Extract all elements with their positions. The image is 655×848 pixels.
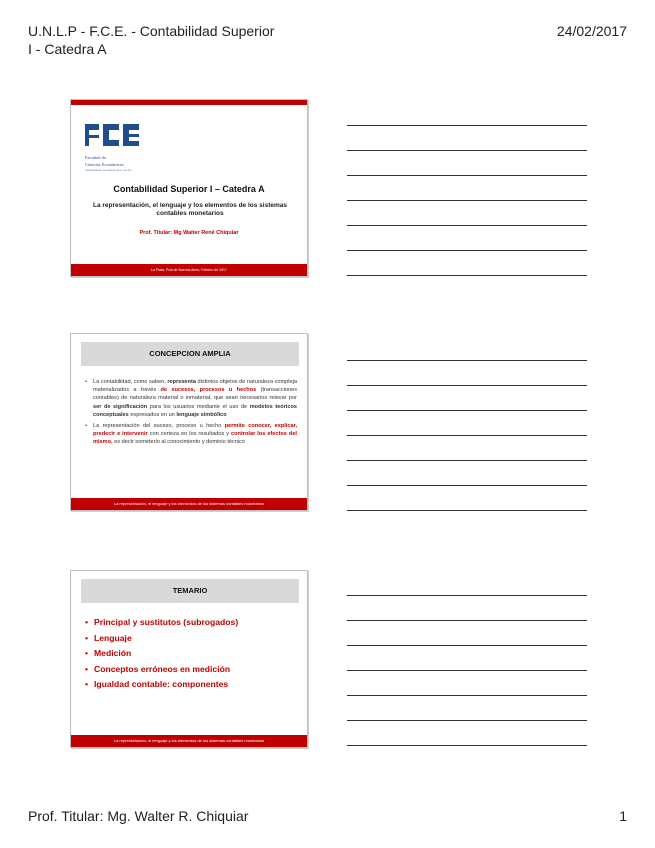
note-line bbox=[347, 485, 587, 486]
slide-author: Prof. Titular: Mg Walter René Chiquiar bbox=[139, 230, 239, 236]
logo-text-1: Facultad de bbox=[85, 155, 106, 160]
bullet-item: • La representación del suceso, proceso u hecho permite conocer, explicar, predecir e intervenir con certeza en los resultados y controlar los efectos del mismo, es decir someterlo al conocimiento y dominio técnico bbox=[85, 422, 297, 447]
page-number: 1 bbox=[619, 808, 627, 824]
note-line bbox=[347, 720, 587, 721]
note-line bbox=[347, 175, 587, 176]
slide-footer-bar: La Plata, Pcia de Buenos Aires, Febrero de 2017 bbox=[71, 264, 307, 276]
note-line bbox=[347, 410, 587, 411]
slide-subtitle: La representación, el lenguaje y los elementos de los sistemas contables monetarios bbox=[93, 202, 287, 217]
note-line bbox=[347, 250, 587, 251]
header-course-line2: I - Catedra A bbox=[28, 41, 107, 57]
note-line bbox=[347, 150, 587, 151]
note-line bbox=[347, 510, 587, 511]
header-date: 24/02/2017 bbox=[556, 23, 627, 39]
note-line bbox=[347, 225, 587, 226]
fce-logo-icon bbox=[85, 122, 141, 148]
slide-top-bar bbox=[71, 100, 307, 105]
slide-heading: CONCEPCION AMPLIA bbox=[81, 342, 299, 366]
bullet-item: • La contabilidad, como saben, representa distintos objetos de naturaleza compleja materializados a través de sucesos, procesos u hechos (transacciones contables) de naturaleza material o inmaterial, que sean necesarios relevar por ser de significación para los usuarios mediante el uso de modelos teóricos conceptuales expresados en un lenguaje simbólico bbox=[85, 378, 297, 419]
temario-list bbox=[85, 615, 297, 693]
slide-heading: TEMARIO bbox=[81, 579, 299, 603]
note-line bbox=[347, 360, 587, 361]
note-line bbox=[347, 460, 587, 461]
slide-title bbox=[70, 99, 308, 277]
slide-footer-bar: La representación, el lenguaje y los elementos de los sistemas contables monetarios bbox=[71, 498, 307, 510]
note-line bbox=[347, 670, 587, 671]
header-course-line1: U.N.L.P - F.C.E. - Contabilidad Superior bbox=[28, 23, 275, 39]
document-header bbox=[28, 22, 274, 58]
fce-logo bbox=[85, 122, 155, 172]
slide-body bbox=[85, 378, 297, 450]
list-item: • Medición bbox=[85, 646, 297, 662]
note-line bbox=[347, 275, 587, 276]
list-item: • Principal y sustitutos (subrogados) bbox=[85, 615, 297, 631]
note-line bbox=[347, 620, 587, 621]
logo-text-3: UNIVERSIDAD NACIONAL DE LA PLATA bbox=[85, 169, 132, 172]
slide-concepcion-amplia bbox=[70, 333, 308, 511]
note-line bbox=[347, 200, 587, 201]
list-item: • Conceptos erróneos en medición bbox=[85, 662, 297, 678]
note-line bbox=[347, 645, 587, 646]
footer-author: Prof. Titular: Mg. Walter R. Chiquiar bbox=[28, 808, 249, 824]
note-line bbox=[347, 125, 587, 126]
note-line bbox=[347, 435, 587, 436]
logo-text-2: Ciencias Económicas bbox=[85, 162, 124, 167]
note-line bbox=[347, 745, 587, 746]
list-item: • Igualdad contable: componentes bbox=[85, 677, 297, 693]
note-line bbox=[347, 385, 587, 386]
note-line bbox=[347, 595, 587, 596]
slide-temario bbox=[70, 570, 308, 748]
slide-footer-bar: La representación, el lenguaje y los elementos de los sistemas contables monetarios bbox=[71, 735, 307, 747]
note-line bbox=[347, 695, 587, 696]
slide-title-text: Contabilidad Superior I – Catedra A bbox=[113, 184, 265, 194]
logo-mark-text: FCE bbox=[112, 140, 114, 141]
list-item: • Lenguaje bbox=[85, 631, 297, 647]
